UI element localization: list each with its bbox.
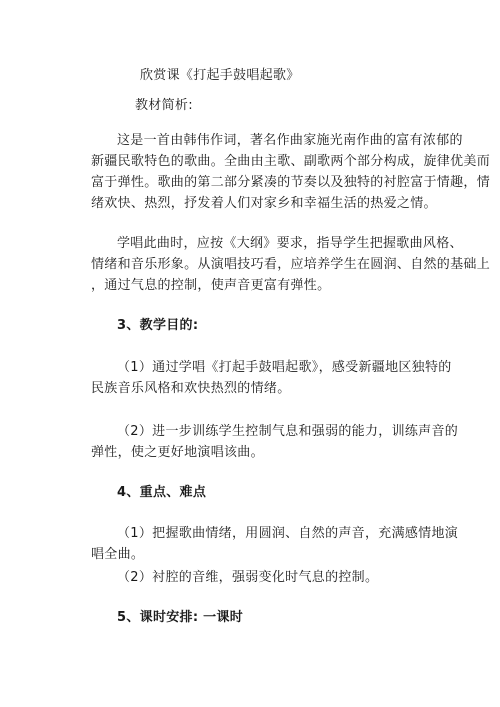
section-heading-key-points: 4、重点、难点: [117, 485, 207, 500]
goal-item-line: （1）通过学唱《打起手鼓唱起歌》，感受新疆地区独特的: [117, 360, 452, 375]
section-heading-material: 教材简析:: [135, 98, 193, 113]
key-item-line: （2）衬腔的音维，强弱变化时气息的控制。: [117, 570, 379, 585]
key-item-line: 唱全曲。: [91, 547, 145, 562]
goal-item-line: 弹性，使之更好地演唱该曲。: [91, 445, 264, 460]
goal-item-line: 民族音乐风格和欢快热烈的情绪。: [91, 381, 291, 396]
section-heading-schedule: 5、课时安排: 一课时: [117, 610, 244, 625]
goal-item-line: （2）进一步训练学生控制气息和强弱的能力，训练声音的: [117, 424, 459, 439]
paragraph-line: 新疆民歌特色的歌曲。全曲由主歌、副歌两个部分构成，旋律优美而: [91, 154, 491, 169]
paragraph-line: 绪欢快、热烈，抒发着人们对家乡和幸福生活的热爱之情。: [91, 196, 437, 211]
paragraph-line: 学唱此曲时，应按《大纲》要求，指导学生把握歌曲风格、: [117, 236, 463, 251]
paragraph-line: 情绪和音乐形象。从演唱技巧看，应培养学生在圆润、自然的基础上: [91, 257, 491, 272]
section-heading-goals: 3、教学目的:: [117, 318, 199, 333]
paragraph-line: ，通过气息的控制，使声音更富有弹性。: [91, 278, 331, 293]
document-title: 欣赏课《打起手鼓唱起歌》: [140, 68, 300, 83]
paragraph-line: 富于弹性。歌曲的第二部分紧凑的节奏以及独特的衬腔富于情趣，情: [91, 175, 491, 190]
paragraph-line: 这是一首由韩伟作词，著名作曲家施光南作曲的富有浓郁的: [117, 133, 463, 148]
key-item-line: （1）把握歌曲情绪，用圆润、自然的声音，充满感情地演: [117, 526, 459, 541]
